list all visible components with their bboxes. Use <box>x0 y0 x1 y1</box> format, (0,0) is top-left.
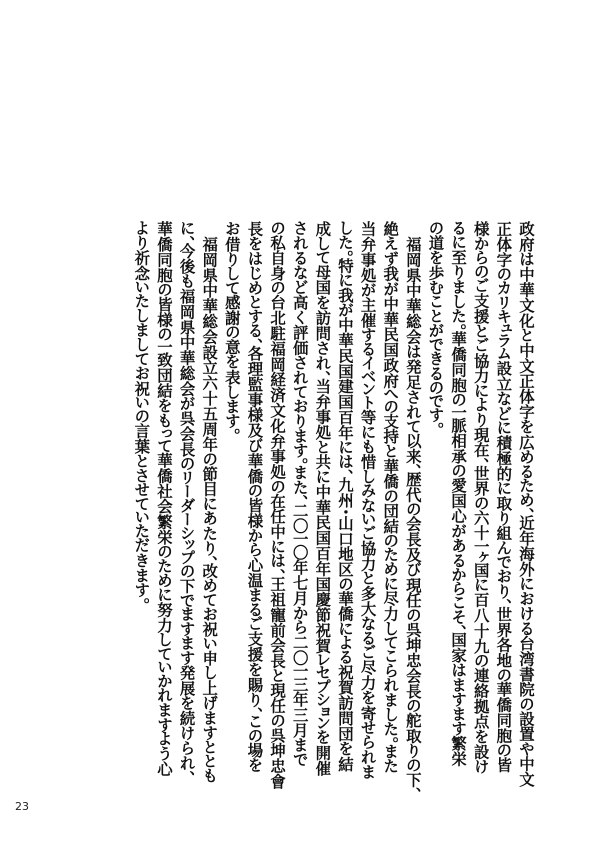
text-column: 福岡県中華総会設立六十五周年の節目にあたり、改めてお祝い申し上げますととも <box>200 221 219 784</box>
text-column: 成して母国を訪問され、当弁事処と共に中華民国百年国慶節祝賀レセプションを開催 <box>313 221 332 776</box>
text-column: 絶えず我が中華民国政府への支持と華僑の団結のために尽力してこられました。また <box>381 221 400 774</box>
text-column: 福岡県中華総会は発足されて以来、歴代の会長及び現任の呉坤忠会長の舵取りの下、 <box>403 221 422 795</box>
text-column: 当弁事処が主催するイベント等にも惜しみないご協力と多大なるご尽力を寄せられま <box>358 221 377 780</box>
text-column: 政府は中華文化と中文正体字を広めるため、近年海外における台湾書院の設置や中文 <box>517 221 535 787</box>
text-column: に、今後も福岡県中華総会が呉会長のリーダーシップの下でますます発展を続けられ、 <box>177 221 196 779</box>
text-column: 長をはじめとする、各理監事様及び華僑の皆様から心温まるご支援を賜り、この場を <box>245 221 264 773</box>
text-column: 様からのご支援とご協力により現在、世界の六十一ヶ国に百八十九の連絡拠点を設け <box>471 221 490 775</box>
text-column: お借りして感謝の意を表します。 <box>222 221 241 436</box>
page-number: 23 <box>15 800 29 813</box>
text-column: されるなど高く評価されております。また、二〇一〇年七月から二〇一三年三月まで <box>290 221 309 766</box>
vertical-text-body <box>132 221 535 795</box>
text-column: 正体字のカリキュラム設立などに積極的に取り組んでおり、世界各地の華僑同胞の皆 <box>494 221 513 773</box>
text-column: 華僑同胞の皆様の一致団結をもって華僑社会繁栄のために努力していかれますよう心 <box>155 221 173 777</box>
text-column: るに至りました。華僑同胞の一脈相承の愛国心があるからこそ、国家はますます繁栄 <box>449 221 468 767</box>
text-column: より祈念いたしましてお祝いの言葉とさせていただきます。 <box>132 221 151 605</box>
text-column: の私自身の台北駐福岡経済文化弁事処の在任中には、王祖寵前会長と現任の呉坤忠會 <box>268 221 287 789</box>
text-column: の道を歩むことができるのです。 <box>426 221 445 430</box>
text-column: した。特に我が中華民国建国百年には、九州・山口地区の華僑による祝賀訪問団を結 <box>336 221 354 772</box>
